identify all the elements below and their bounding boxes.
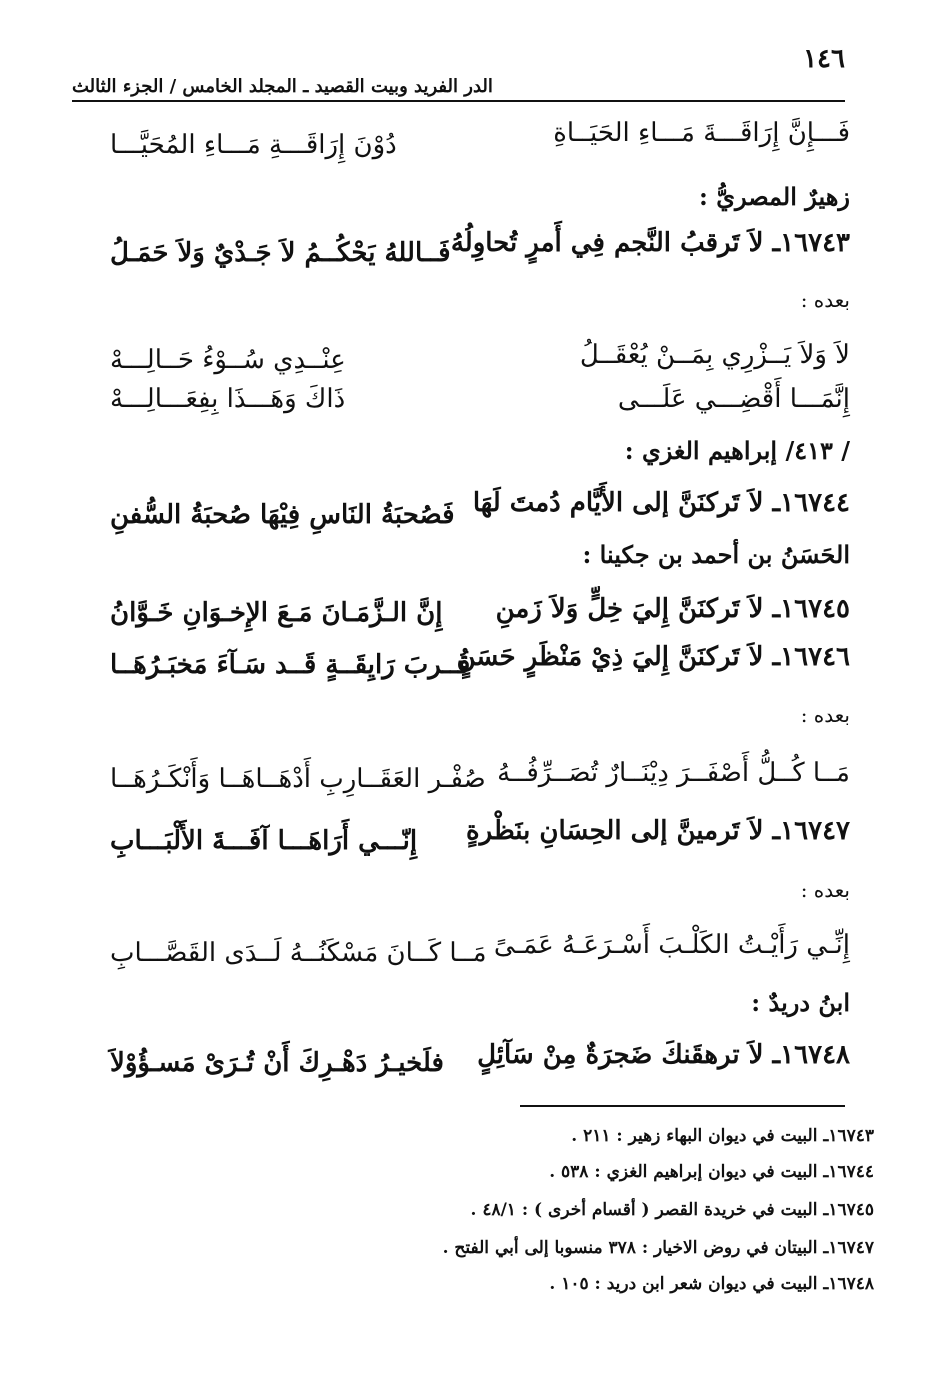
verse-hemistich-left: فَــاللهُ يَحْكُــمُ لاَ جَـدْيٌ وَلاَ حَمَـلُ <box>110 238 451 268</box>
after-label: بعده : <box>800 288 850 312</box>
verse-hemistich-left: دُوْنَ إِرَاقَـــةِ مَـــاءِ المُحَيَّـــا <box>110 130 397 160</box>
verse-hemistich-right: ١٦٧٤٨ـ لاَ ترهقَنكَ ضَجرَةٌ مِنْ سَآئِلٍ <box>477 1040 850 1070</box>
running-header: الدر الفريد وبيت القصيد ـ المجلد الخامس / الجزء الثالث <box>72 76 493 97</box>
verse-hemistich-right: مَــا كُــلُّ أَصْفَــرَ دِيْنَــارٌ تُصَــرِّفُــهُ <box>497 758 850 788</box>
verse-hemistich-left: مَــا كَــانَ مَسْكَنُــهُ لَــدَى القَصَّـــابِ <box>110 938 487 968</box>
footnote: ١٦٧٤٨ـ البيت في ديوان شعر ابن دريد : ١٠٥ . <box>549 1274 874 1294</box>
poet-heading: الحَسَنُ بن أحمد بن جكينا : <box>582 540 850 569</box>
verse-hemistich-right: ١٦٧٤٥ـ لاَ تَركنَنَّ إِليَ خِلٍّ وَلاَ زَمنِ <box>495 594 850 624</box>
verse-hemistich-right: ١٦٧٤٣ـ لاَ تَرقبُ النَّجم فِي أَمرٍ تُحاوِلُهُ <box>450 228 850 258</box>
verse-hemistich-left: صُفْـر العَقَــارِبِ أَدْهَــاهَــا وَأَنْكَـرُهَــا <box>110 764 486 794</box>
footnote: ١٦٧٤٤ـ البيت في ديوان إبراهيم الغزي : ٥٣٨ . <box>549 1162 874 1182</box>
verse-hemistich-right: ١٦٧٤٧ـ لاَ تَرمينَّ إلى الحِسَانِ بنَظْرةٍ <box>465 816 850 846</box>
verse-hemistich-left: إِنَّ الـزَّمَـانَ مَـعَ الإِخـوَانِ خَـوَّانُ <box>110 598 443 628</box>
poet-heading: ابنُ دريدٌ : <box>751 988 850 1017</box>
footnote-divider <box>520 1105 845 1107</box>
verse-hemistich-right: ١٦٧٤٦ـ لاَ تَركنَنَّ إِليَ ذِيْ مَنْظَرٍ حَسَنٍ <box>456 642 850 672</box>
verse-hemistich-right: فَـــإِنَّ إِرَاقَـــةَ مَـــاءِ الحَيَــاةِ <box>553 118 850 148</box>
footnote: ١٦٧٤٥ـ البيت في خريدة القصر ( أقسام أخرى ) : ٤٨/١ . <box>470 1200 874 1220</box>
verse-hemistich-left: قُــربَ رَايِقَــةٍ قَــد سَـآءَ مَخبَـرُهَــا <box>110 650 471 680</box>
verse-hemistich-right: لاَ وَلاَ يَــزْرِي بِمَــنْ يُعْقَــلُ <box>579 340 850 370</box>
poet-heading: زهيرٌ المصريُّ : <box>699 182 850 211</box>
after-label: بعده : <box>800 703 850 727</box>
poet-heading: / ٤١٣/ إبراهيم الغزي : <box>624 436 850 465</box>
verse-hemistich-left: ذَاكَ وَهَـــذَا بِفِعَـــالِـــهْ <box>110 384 346 414</box>
footnote: ١٦٧٤٧ـ البيتان في روض الاخيار : ٣٧٨ منسوبا إلى أبي الفتح . <box>442 1238 874 1258</box>
verse-hemistich-left: إِنّـــي أَرَاهَـــا آفَـــةَ الأَلْبَـــابِ <box>110 826 418 856</box>
verse-hemistich-right: ١٦٧٤٤ـ لاَ تَركنَنَّ إلى الأَيَّام دُمتَ لَهَا <box>472 488 850 518</box>
verse-hemistich-left: فلَخيـرُ دَهْـرِكَ أَنْ تُـرَىْ مَسـؤُوْلاَ <box>110 1048 444 1078</box>
verse-hemistich-left: عِنْــدِي سُــوْءُ حَــالِـــهْ <box>110 345 346 375</box>
verse-hemistich-left: فَصُحبَةُ النَاسِ فِيْهَا صُحبَةُ السُّفنِ <box>110 500 455 530</box>
verse-hemistich-right: إِنِّـي رَأَيْـتُ الكَلْـبَ أَسْـرَعَـهُ عَمَـىً <box>493 930 850 960</box>
after-label: بعده : <box>800 878 850 902</box>
header-divider <box>72 100 845 102</box>
footnote: ١٦٧٤٣ـ البيت في ديوان البهاء زهير : ٢١١ . <box>571 1126 874 1146</box>
verse-hemistich-right: إِنَّمَـــا أَقْضِـــي عَلَـــى <box>617 384 850 414</box>
page-number: ١٤٦ <box>803 44 845 74</box>
